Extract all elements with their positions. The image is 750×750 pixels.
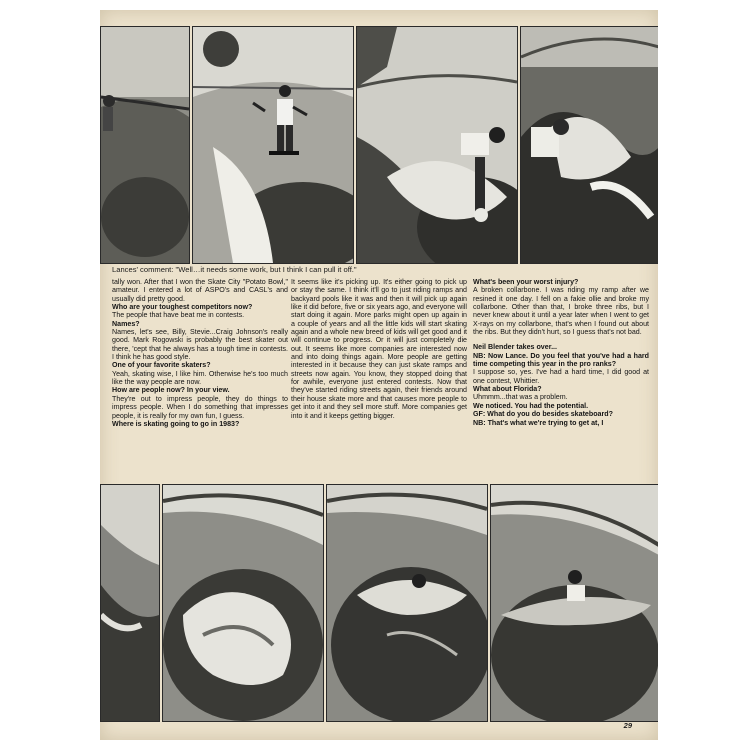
answer: They're out to impress people, they do things to impress people. When I do something that impresses people, it is really for my own fun, I guess. bbox=[112, 394, 288, 420]
question: What about Florida? bbox=[473, 385, 542, 394]
question: GF: What do you do besides skateboard? bbox=[473, 410, 613, 419]
question: One of your favorite skaters? bbox=[112, 361, 211, 370]
answer: The people that have beat me in contests. bbox=[112, 311, 245, 320]
question: How are people now? In your view. bbox=[112, 386, 230, 395]
photo-top-3 bbox=[356, 26, 518, 264]
photo-top-4 bbox=[520, 26, 658, 264]
photo-caption: Lances' comment: "Well…it needs some work, but I think I can pull it off." bbox=[112, 265, 357, 274]
paragraph: tally won. After that I won the Skate City "Potato Bowl," amateur. I entered a lot of ASPO's and CASL's and usually did pretty good. bbox=[112, 278, 288, 303]
photo-bottom-4 bbox=[490, 484, 658, 722]
question: We noticed. You had the potential. bbox=[473, 401, 589, 410]
question: Where is skating going to go in 1983? bbox=[112, 419, 240, 428]
question: NB: Now Lance. Do you feel that you've had a hard time competing this year in the pro ranks? bbox=[473, 351, 649, 369]
answer: Names, let's see, Billy, Stevie...Craig Johnson's really good. Mark Rogowski is probably the best skater out there, 'cept that he always has a tough time in contests. I think he has good style. bbox=[112, 328, 288, 362]
answer: Uhmmm...that was a problem. bbox=[473, 393, 568, 402]
question: Who are your toughest competitors now? bbox=[112, 303, 253, 312]
photo-bottom-2 bbox=[162, 484, 324, 722]
answer: It seems like it's picking up. It's either going to pick up or stay the same. I think it'll go to just riding ramps and backyard pools like it was and then it will pick up again like it did before, five or six years ago, and everyone will start doing it again. More parks might open up again in a couple of years and all the little kids will start skating again and a whole new breed of kids will get good and it will continue to progress. Or it will just completely die out. It seems like more companies are interested now and into doing things again. More people are getting interested in it because they can just skate ramps and streets now again. You know, they stopped doing that for awhile, everyone just entered contests. Now that they've started riding streets again, their friends around their house skate more and that causes more people to get into it and they sell more stuff. More companies get into it and it keeps getting bigger. bbox=[291, 278, 467, 420]
photo-top-2 bbox=[192, 26, 354, 264]
question: Names? bbox=[112, 319, 140, 328]
photo-bottom-1 bbox=[100, 484, 160, 722]
text-column-1 bbox=[112, 278, 288, 428]
text-column-3 bbox=[473, 278, 649, 427]
page-number: 29 bbox=[623, 721, 632, 730]
answer: I suppose so, yes. I've had a hard time, I did good at one contest, Whittier. bbox=[473, 368, 649, 385]
photo-top-1 bbox=[100, 26, 190, 264]
question: NB: That's what we're trying to get at, I bbox=[473, 418, 604, 427]
section-note: Neil Blender takes over... bbox=[473, 343, 557, 352]
magazine-page bbox=[100, 10, 658, 740]
text-column-2 bbox=[291, 278, 467, 420]
answer: A broken collarbone. I was riding my ramp after we resined it one day. I fell on a fakie ollie and broke my collarbone. Other than that, I broke three ribs, but I never knew about it until a year later when I went to get X-rays on my collarbone, that's when I found out about the ribs. But they didn't hurt, so I guess that's not bad. bbox=[473, 286, 649, 337]
answer: Yeah, skating wise, I like him. Otherwise he's too much like the way people are now. bbox=[112, 369, 288, 387]
question: What's been your worst injury? bbox=[473, 278, 579, 286]
photo-bottom-3 bbox=[326, 484, 488, 722]
